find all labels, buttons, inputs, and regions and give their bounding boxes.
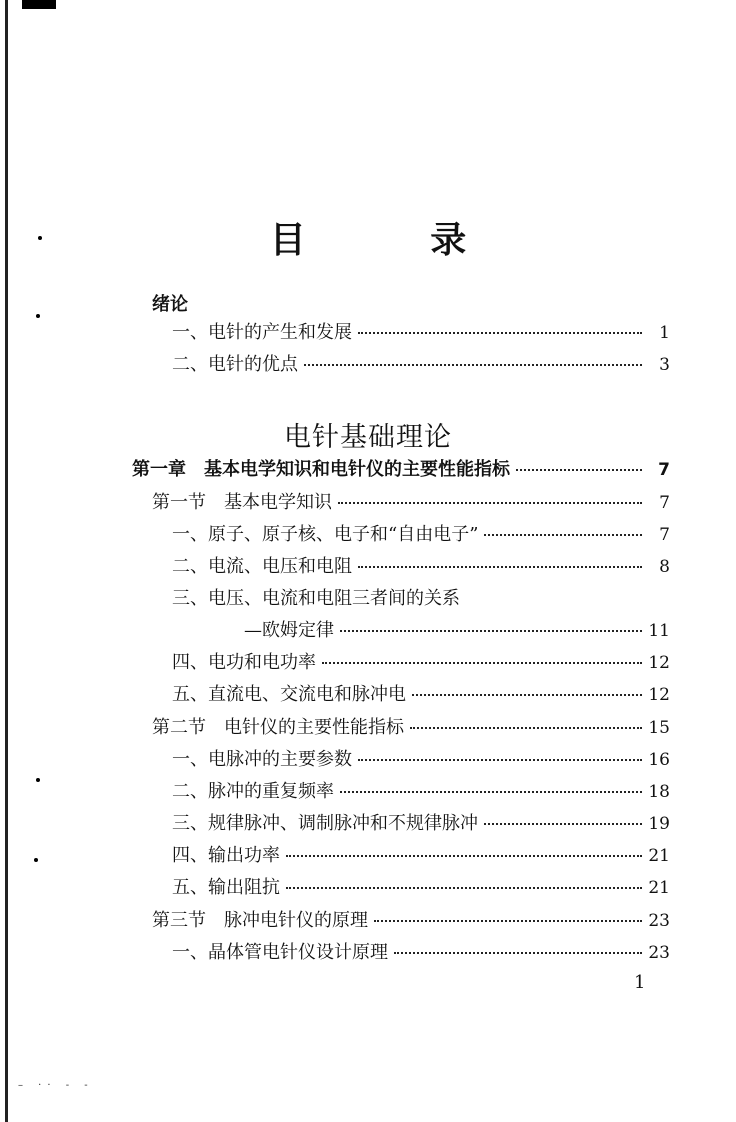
toc-entry-label: 第一节 基本电学知识 bbox=[152, 492, 332, 513]
dot-leader bbox=[338, 502, 642, 504]
toc-entry[interactable] bbox=[172, 809, 670, 841]
toc-entry-label: 一、晶体管电针仪设计原理 bbox=[172, 942, 388, 963]
dot-leader bbox=[410, 727, 642, 729]
dot-leader bbox=[358, 332, 642, 334]
toc-entry[interactable] bbox=[172, 745, 670, 777]
chapter-entry[interactable] bbox=[132, 455, 670, 483]
toc-entry-page: 23 bbox=[648, 943, 670, 963]
scan-bottom-marks: – ·· - - bbox=[18, 1080, 94, 1091]
page-number: 1 bbox=[634, 972, 646, 993]
toc-entry-page: 11 bbox=[648, 621, 670, 641]
toc-entry-label: 二、脉冲的重复频率 bbox=[172, 781, 334, 802]
toc-entry-continuation[interactable] bbox=[172, 616, 670, 648]
dot-leader bbox=[304, 364, 642, 366]
section2-block bbox=[152, 713, 670, 741]
dot-leader bbox=[484, 534, 642, 536]
toc-entry-label: 一、原子、原子核、电子和“自由电子” bbox=[172, 524, 479, 545]
part-heading: 电针基础理论 bbox=[284, 422, 452, 453]
toc-entry[interactable] bbox=[172, 777, 670, 809]
scan-edge-line bbox=[5, 0, 8, 1122]
dot-leader bbox=[286, 887, 642, 889]
toc-entry-page: 1 bbox=[659, 323, 670, 343]
toc-entry[interactable] bbox=[172, 584, 670, 616]
toc-entry-label: 二、电流、电压和电阻 bbox=[172, 556, 352, 577]
dot-leader bbox=[286, 855, 642, 857]
toc-entry[interactable] bbox=[172, 680, 670, 712]
toc-entry[interactable] bbox=[172, 938, 670, 970]
toc-entry-label: 三、电压、电流和电阻三者间的关系 bbox=[172, 588, 460, 609]
toc-entry[interactable] bbox=[172, 841, 670, 873]
scan-speck bbox=[36, 314, 40, 318]
toc-entry-label: 二、电针的优点 bbox=[172, 354, 298, 375]
section-entry[interactable] bbox=[152, 488, 670, 516]
section1-items bbox=[172, 520, 670, 712]
intro-heading: 绪论 bbox=[152, 294, 188, 315]
toc-entry-label: 五、输出阻抗 bbox=[172, 877, 280, 898]
section1-block bbox=[152, 488, 670, 516]
toc-entry-label: 三、规律脉冲、调制脉冲和不规律脉冲 bbox=[172, 813, 478, 834]
toc-entry-page: 21 bbox=[648, 878, 670, 898]
toc-entry-label: 四、输出功率 bbox=[172, 845, 280, 866]
toc-entry-page: 12 bbox=[648, 653, 670, 673]
section3-block bbox=[152, 906, 670, 934]
toc-entry[interactable] bbox=[172, 873, 670, 905]
toc-entry-page: 7 bbox=[659, 525, 670, 545]
scan-corner-mark bbox=[22, 0, 56, 9]
toc-entry-label: —欧姆定律 bbox=[244, 620, 334, 641]
toc-entry-label: 第二节 电针仪的主要性能指标 bbox=[152, 717, 404, 738]
toc-entry-label: 四、电功和电功率 bbox=[172, 652, 316, 673]
toc-entry-page: 18 bbox=[648, 782, 670, 802]
dot-leader bbox=[340, 630, 642, 632]
dot-leader bbox=[358, 759, 642, 761]
toc-entry-page: 7 bbox=[659, 493, 670, 513]
toc-entry-label: 五、直流电、交流电和脉冲电 bbox=[172, 684, 406, 705]
dot-leader bbox=[516, 469, 642, 471]
dot-leader bbox=[340, 791, 642, 793]
toc-entry[interactable] bbox=[172, 648, 670, 680]
toc-entry-label: 一、电脉冲的主要参数 bbox=[172, 749, 352, 770]
dot-leader bbox=[412, 694, 642, 696]
dot-leader bbox=[394, 952, 642, 954]
scan-speck bbox=[34, 858, 38, 862]
toc-entry-page: 3 bbox=[659, 355, 670, 375]
dot-leader bbox=[358, 566, 642, 568]
chapter-entry-wrap bbox=[132, 455, 670, 483]
section-entry[interactable] bbox=[152, 713, 670, 741]
toc-entry[interactable] bbox=[172, 520, 670, 552]
section3-items bbox=[172, 938, 670, 970]
toc-entry-page: 21 bbox=[648, 846, 670, 866]
dot-leader bbox=[484, 823, 642, 825]
toc-entry-label: 第三节 脉冲电针仪的原理 bbox=[152, 910, 368, 931]
toc-entry-page: 15 bbox=[648, 718, 670, 738]
section-entry[interactable] bbox=[152, 906, 670, 934]
toc-entry[interactable] bbox=[172, 552, 670, 584]
section2-items bbox=[172, 745, 670, 905]
page-title: 目 录 bbox=[269, 220, 523, 261]
toc-entry[interactable] bbox=[172, 350, 670, 378]
dot-leader bbox=[374, 920, 642, 922]
dot-leader bbox=[322, 662, 642, 664]
toc-entry-page: 19 bbox=[648, 814, 670, 834]
toc-entry-page: 16 bbox=[648, 750, 670, 770]
intro-list bbox=[172, 318, 670, 378]
toc-entry-page: 8 bbox=[659, 557, 670, 577]
toc-entry-label: 一、电针的产生和发展 bbox=[172, 322, 352, 343]
toc-entry-page: 23 bbox=[648, 911, 670, 931]
toc-entry-page: 7 bbox=[658, 460, 670, 480]
scan-speck bbox=[36, 778, 40, 782]
toc-entry[interactable] bbox=[172, 318, 670, 346]
toc-entry-label: 第一章 基本电学知识和电针仪的主要性能指标 bbox=[132, 459, 510, 480]
toc-entry-page: 12 bbox=[648, 685, 670, 705]
